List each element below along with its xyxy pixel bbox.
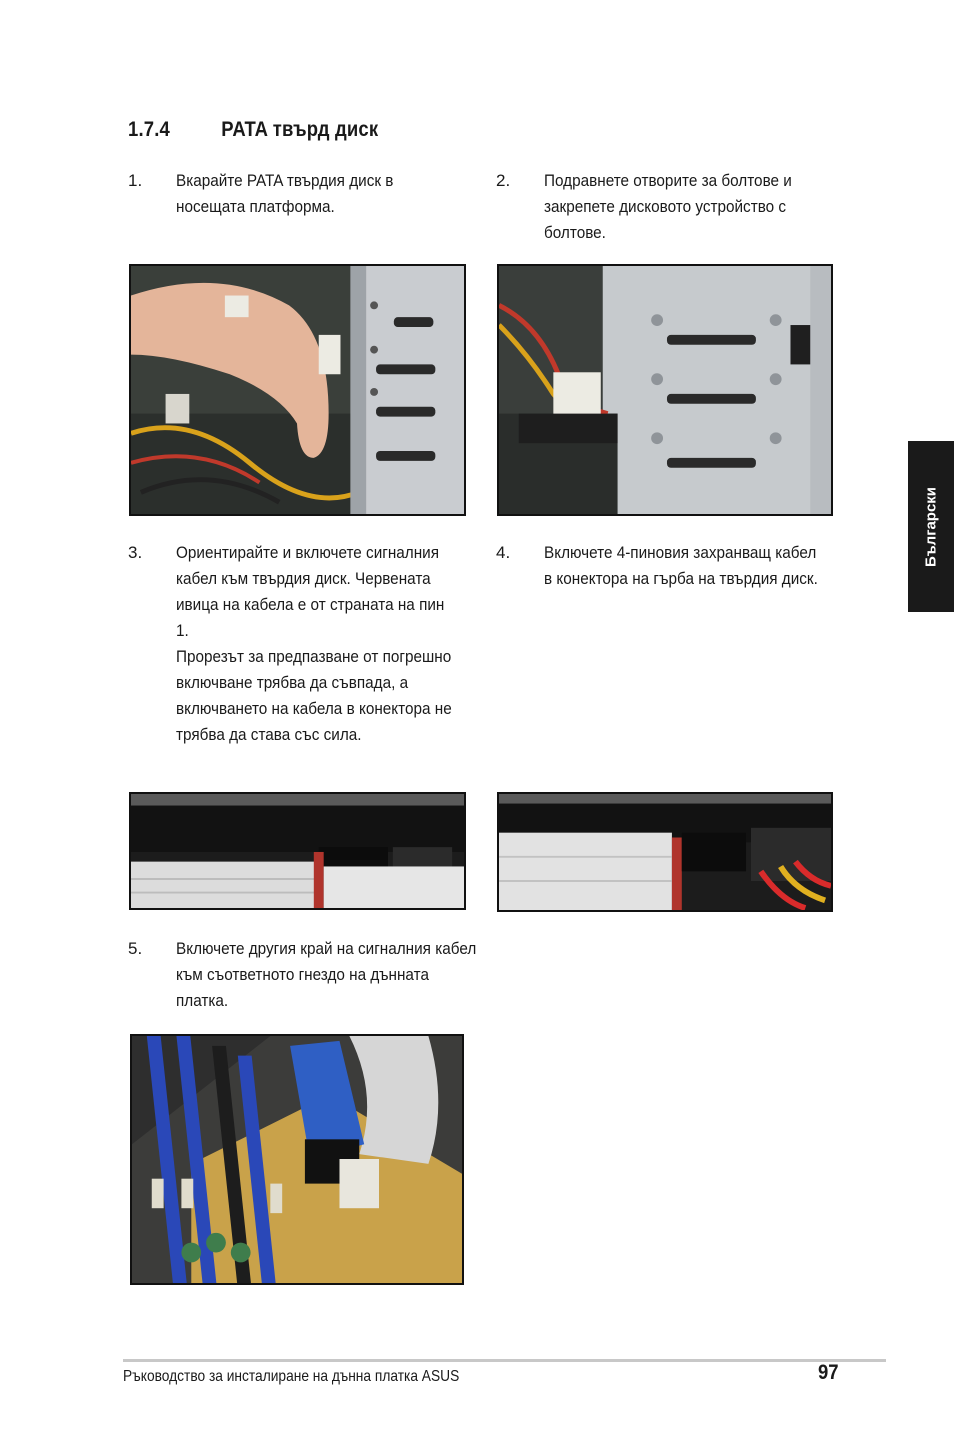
step-2: [496, 168, 836, 248]
language-tab: [908, 441, 954, 612]
photo-signal-cable: [129, 792, 466, 910]
step-text: Включете 4-пиновия захранващ кабел в конектора на гърба на твърдия диск.: [544, 543, 818, 588]
section-title: PATA твърд диск: [221, 118, 379, 141]
footer-text: Ръководство за инсталиране на дънна платка ASUS: [123, 1368, 460, 1385]
step-number: 4.: [496, 543, 511, 562]
step-number: 1.: [128, 171, 143, 190]
footer-divider: [123, 1359, 886, 1362]
step-text: Включете другия край на сигналния кабел към съответното гнездо на дънната платка.: [176, 939, 477, 1010]
language-tab-label: Български: [922, 486, 940, 567]
photo-align-screws: [497, 264, 833, 516]
step-1: [128, 168, 468, 228]
step-number: 3.: [128, 543, 143, 562]
photo-motherboard-connection: [130, 1034, 464, 1285]
page-number: 97: [818, 1361, 839, 1384]
step-number: 5.: [128, 939, 143, 958]
step-text: Ориентирайте и включете сигналния кабел към твърдия диск. Червената ивица на кабела е от страната на пин 1. Прорезът за предпазване от погрешно включване трябва да съвпада, а включването на кабела в конектора не трябва да става със сила.: [176, 543, 452, 744]
step-5: [128, 936, 518, 1016]
section-heading: [128, 118, 378, 142]
step-text: Подравнете отворите за болтове и закрепете дисковото устройство с болтове.: [544, 171, 792, 242]
step-4: [496, 540, 856, 600]
section-number: 1.7.4: [128, 118, 170, 141]
step-3: [128, 540, 488, 744]
photo-insert-drive: [129, 264, 466, 516]
photo-power-cable: [497, 792, 833, 912]
step-number: 2.: [496, 171, 511, 190]
step-text: Вкарайте PATA твърдия диск в носещата платформа.: [176, 171, 394, 216]
